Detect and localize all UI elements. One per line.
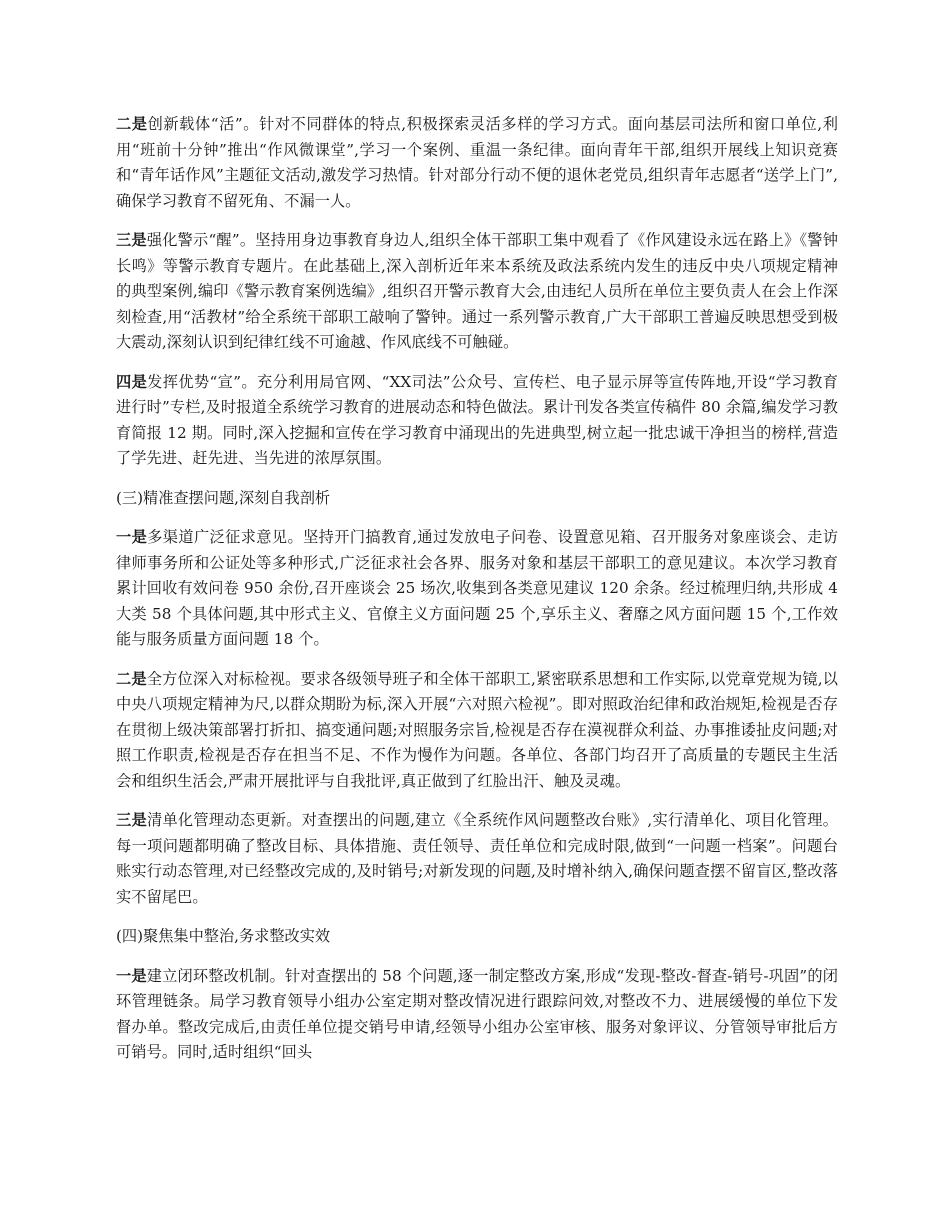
paragraph-innovation (116, 112, 838, 214)
paragraph-text: 发挥优势“宣”。充分利用局官网、“XX司法”公众号、宣传栏、电子显示屏等宣传阵地,开设“学习教育进行时”专栏,及时报道全系统学习教育的进展动态和特色做法。累计刊发各类宣传稿件 80 余篇,编发学习教育简报 12 期。同时,深入挖掘和宣传在学习教育中涌现出的先进典型,树立起一批忠诚干净担当的榜样,营造了学先进、赶先进、当先进的浓厚氛围。 (116, 372, 838, 467)
section-heading-4: (四)聚焦集中整治,务求整改实效 (116, 927, 331, 945)
paragraph-publicity (116, 370, 838, 472)
paragraph-lead: 三是 (116, 811, 147, 829)
paragraph-text: 强化警示“醒”。坚持用身边事教育身边人,组织全体干部职工集中观看了《作风建设永远在路上》《警钟长鸣》等警示教育专题片。在此基础上,深入剖析近年来本系统及政法系统内发生的违反中央八项规定精神的典型案例,编印《警示教育案例选编》,组织召开警示教育大会,由违纪人员所在单位主要负责人在会上作深刻检查,用“活教材”给全系统干部职工敲响了警钟。通过一系列警示教育,广大干部职工普遍反映思想受到极大震动,深刻认识到纪律红线不可逾越、作风底线不可触碰。 (116, 231, 838, 351)
paragraph-lead: 二是 (116, 115, 148, 133)
paragraph-text: 建立闭环整改机制。针对查摆出的 58 个问题,逐一制定整改方案,形成“发现-整改-督查-销号-巩固”的闭环管理链条。局学习教育领导小组办公室定期对整改情况进行跟踪问效,对整改不力、进展缓慢的单位下发督办单。整改完成后,由责任单位提交销号申请,经领导小组办公室审核、服务对象评议、分管领导审批后方可销号。同时,适时组织“回头 (116, 966, 838, 1061)
paragraph-text: 多渠道广泛征求意见。坚持开门搞教育,通过发放电子问卷、设置意见箱、召开服务对象座谈会、走访律师事务所和公证处等多种形式,广泛征求社会各界、服务对象和基层干部职工的意见建议。本次学习教育累计回收有效问卷 950 余份,召开座谈会 25 场次,收集到各类意见建议 120 余条。经过梳理归纳,共形成 4 大类 58 个具体问题,其中形式主义、官僚主义方面问题 25 个,享乐主义、奢靡之风方面问题 15 个,工作效能与服务质量方面问题 18 个。 (116, 528, 839, 648)
paragraph-lead: 一是 (116, 966, 147, 985)
paragraph-lead: 四是 (116, 372, 148, 391)
paragraph-text: 创新载体“活”。针对不同群体的特点,积极探索灵活多样的学习方式。面向基层司法所和窗口单位,利用“班前十分钟”推出“作风微课堂”,学习一个案例、重温一条纪律。面向青年干部,组织开展线上知识竞赛和“青年话作风”主题征文活动,激发学习热情。针对部分行动不便的退休老党员,组织青年志愿者“送学上门”,确保学习教育不留死角、不漏一人。 (116, 115, 838, 210)
paragraph-lead: 一是 (116, 528, 148, 546)
paragraph-checklist (116, 808, 838, 910)
paragraph-opinions (116, 525, 838, 653)
paragraph-text: 清单化管理动态更新。对查摆出的问题,建立《全系统作风问题整改台账》,实行清单化、项目化管理。每一项问题都明确了整改目标、具体措施、责任领导、责任单位和完成时限,做到“一问题一档案”。问题台账实行动态管理,对已经整改完成的,及时销号;对新发现的问题,及时增补纳入,确保问题查摆不留盲区,整改落实不留尾巴。 (116, 811, 839, 906)
paragraph-text: 全方位深入对标检视。要求各级领导班子和全体干部职工,紧密联系思想和工作实际,以党章党规为镜,以中央八项规定精神为尺,以群众期盼为标,深入开展“六对照六检视”。即对照政治纪律和政治规矩,检视是否存在贯彻上级决策部署打折扣、搞变通问题;对照服务宗旨,检视是否存在漠视群众利益、办事推诿扯皮问题;对照工作职责,检视是否存在担当不足、不作为慢作为问题。各单位、各部门均召开了高质量的专题民主生活会和组织生活会,严肃开展批评与自我批评,真正做到了红脸出汗、触及灵魂。 (116, 669, 839, 790)
paragraph-self-review (116, 667, 838, 795)
paragraph-lead: 三是 (116, 231, 147, 249)
section-heading-3: (三)精准查摆问题,深刻自我剖析 (116, 488, 331, 507)
paragraph-warning (116, 228, 838, 356)
document-page (116, 112, 838, 1080)
paragraph-lead: 二是 (116, 669, 147, 688)
paragraph-closed-loop (116, 964, 838, 1066)
